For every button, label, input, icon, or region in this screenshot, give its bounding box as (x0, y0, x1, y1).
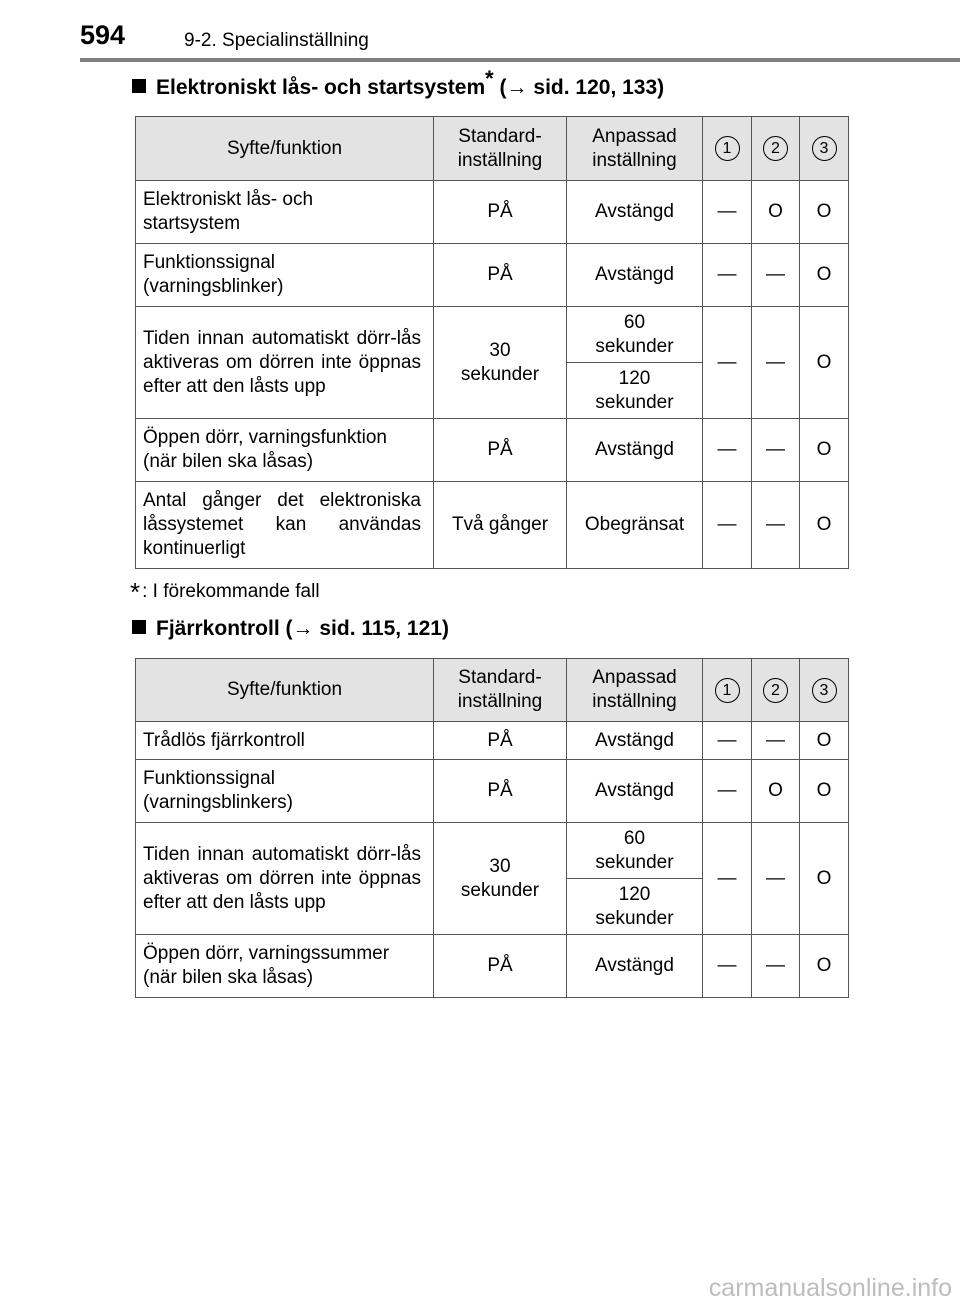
cell-3: O (800, 244, 849, 307)
cell-3: O (800, 935, 849, 998)
settings-table-2 (135, 658, 849, 998)
table-header-row (136, 659, 849, 722)
cell-1: — (703, 482, 752, 569)
circled-number-1-icon: 1 (715, 678, 740, 703)
section1-title: Elektroniskt lås- och startsystem (156, 76, 486, 99)
asterisk-mark: * (130, 577, 141, 607)
circled-number-3-icon: 3 (812, 136, 837, 161)
cell-standard: PÅ (434, 244, 567, 307)
watermark: carmanualsonline.info (708, 1274, 952, 1302)
table-header-row (136, 117, 849, 181)
section-header: 9-2. Specialinställning (184, 30, 369, 51)
table-row (136, 760, 849, 823)
cell-1: — (703, 722, 752, 760)
table-row (136, 823, 849, 879)
cell-purpose: Elektroniskt lås- och startsystem (136, 181, 434, 244)
circled-number-1-icon: 1 (715, 136, 740, 161)
cell-custom-option-a: 60 sekunder (567, 307, 703, 363)
header-rule (80, 58, 960, 62)
cell-purpose: Tiden innan automatiskt dörr-lås aktiveras om dörren inte öppnas efter att den låsts upp (136, 307, 434, 419)
col-header-2 (752, 117, 800, 181)
cell-2: — (752, 307, 800, 419)
cell-1: — (703, 181, 752, 244)
cell-purpose: Antal gånger det elektroniska låssystemet kan användas kontinuerligt (136, 482, 434, 569)
cell-custom: Avstängd (567, 935, 703, 998)
cell-standard: 30 sekunder (434, 823, 567, 935)
cell-standard: 30 sekunder (434, 307, 567, 419)
table-row (136, 181, 849, 244)
asterisk-mark: * (485, 66, 494, 91)
cell-standard: PÅ (434, 722, 567, 760)
section2-heading (132, 617, 449, 641)
section1-heading (132, 66, 665, 100)
col-header-purpose: Syfte/funktion (136, 117, 434, 181)
cell-2: O (752, 181, 800, 244)
cell-standard: PÅ (434, 419, 567, 482)
cell-standard: PÅ (434, 181, 567, 244)
cell-custom-option-b: 120 sekunder (567, 879, 703, 935)
col-header-2 (752, 659, 800, 722)
cell-1: — (703, 419, 752, 482)
arrow-right-icon: → (506, 76, 528, 99)
col-header-standard: Standard- inställning (434, 117, 567, 181)
cell-2: — (752, 722, 800, 760)
circled-number-2-icon: 2 (763, 136, 788, 161)
bullet-square-icon (132, 620, 146, 634)
col-header-purpose: Syfte/funktion (136, 659, 434, 722)
circled-number-2-icon: 2 (763, 678, 788, 703)
cell-2: — (752, 482, 800, 569)
cell-custom-option-a: 60 sekunder (567, 823, 703, 879)
cell-1: — (703, 244, 752, 307)
cell-3: O (800, 419, 849, 482)
bullet-square-icon (132, 79, 146, 93)
section2-title: Fjärrkontroll (156, 617, 280, 640)
cell-1: — (703, 935, 752, 998)
footnote-text: : I förekommande fall (142, 581, 320, 602)
cell-custom: Avstängd (567, 419, 703, 482)
section1-page-ref: sid. 120, 133) (533, 76, 665, 99)
arrow-right-icon: → (292, 617, 314, 640)
cell-2: — (752, 823, 800, 935)
cell-2: — (752, 935, 800, 998)
table-row (136, 307, 849, 363)
footnote (130, 577, 320, 608)
table-row (136, 244, 849, 307)
ref-open-paren: ( (285, 617, 293, 640)
table-row (136, 482, 849, 569)
cell-3: O (800, 307, 849, 419)
cell-1: — (703, 823, 752, 935)
cell-3: O (800, 760, 849, 823)
cell-purpose: Öppen dörr, varningssummer (när bilen ska låsas) (136, 935, 434, 998)
circled-number-3-icon: 3 (812, 678, 837, 703)
cell-standard: Två gånger (434, 482, 567, 569)
cell-purpose: Öppen dörr, varningsfunktion (när bilen ska låsas) (136, 419, 434, 482)
cell-purpose: Tiden innan automatiskt dörr-lås aktiveras om dörren inte öppnas efter att den låsts upp (136, 823, 434, 935)
cell-2: O (752, 760, 800, 823)
col-header-custom: Anpassad inställning (567, 117, 703, 181)
cell-1: — (703, 307, 752, 419)
cell-custom: Avstängd (567, 181, 703, 244)
cell-custom: Avstängd (567, 760, 703, 823)
cell-2: — (752, 419, 800, 482)
cell-custom: Avstängd (567, 722, 703, 760)
ref-open-paren: ( (499, 76, 507, 99)
cell-standard: PÅ (434, 760, 567, 823)
col-header-3 (800, 659, 849, 722)
cell-purpose: Funktionssignal (varningsblinker) (136, 244, 434, 307)
cell-custom: Obegränsat (567, 482, 703, 569)
cell-standard: PÅ (434, 935, 567, 998)
col-header-1 (703, 117, 752, 181)
cell-custom: Avstängd (567, 244, 703, 307)
table-row (136, 722, 849, 760)
cell-custom-option-b: 120 sekunder (567, 363, 703, 419)
col-header-3 (800, 117, 849, 181)
cell-purpose: Funktionssignal (varningsblinkers) (136, 760, 434, 823)
cell-3: O (800, 722, 849, 760)
cell-3: O (800, 482, 849, 569)
col-header-custom: Anpassad inställning (567, 659, 703, 722)
cell-2: — (752, 244, 800, 307)
cell-1: — (703, 760, 752, 823)
col-header-standard: Standard- inställning (434, 659, 567, 722)
section2-page-ref: sid. 115, 121) (319, 617, 449, 640)
settings-table-1 (135, 116, 849, 569)
page-number: 594 (80, 20, 126, 50)
col-header-1 (703, 659, 752, 722)
table-row (136, 935, 849, 998)
cell-3: O (800, 181, 849, 244)
cell-purpose: Trådlös fjärrkontroll (136, 722, 434, 760)
table-row (136, 419, 849, 482)
cell-3: O (800, 823, 849, 935)
